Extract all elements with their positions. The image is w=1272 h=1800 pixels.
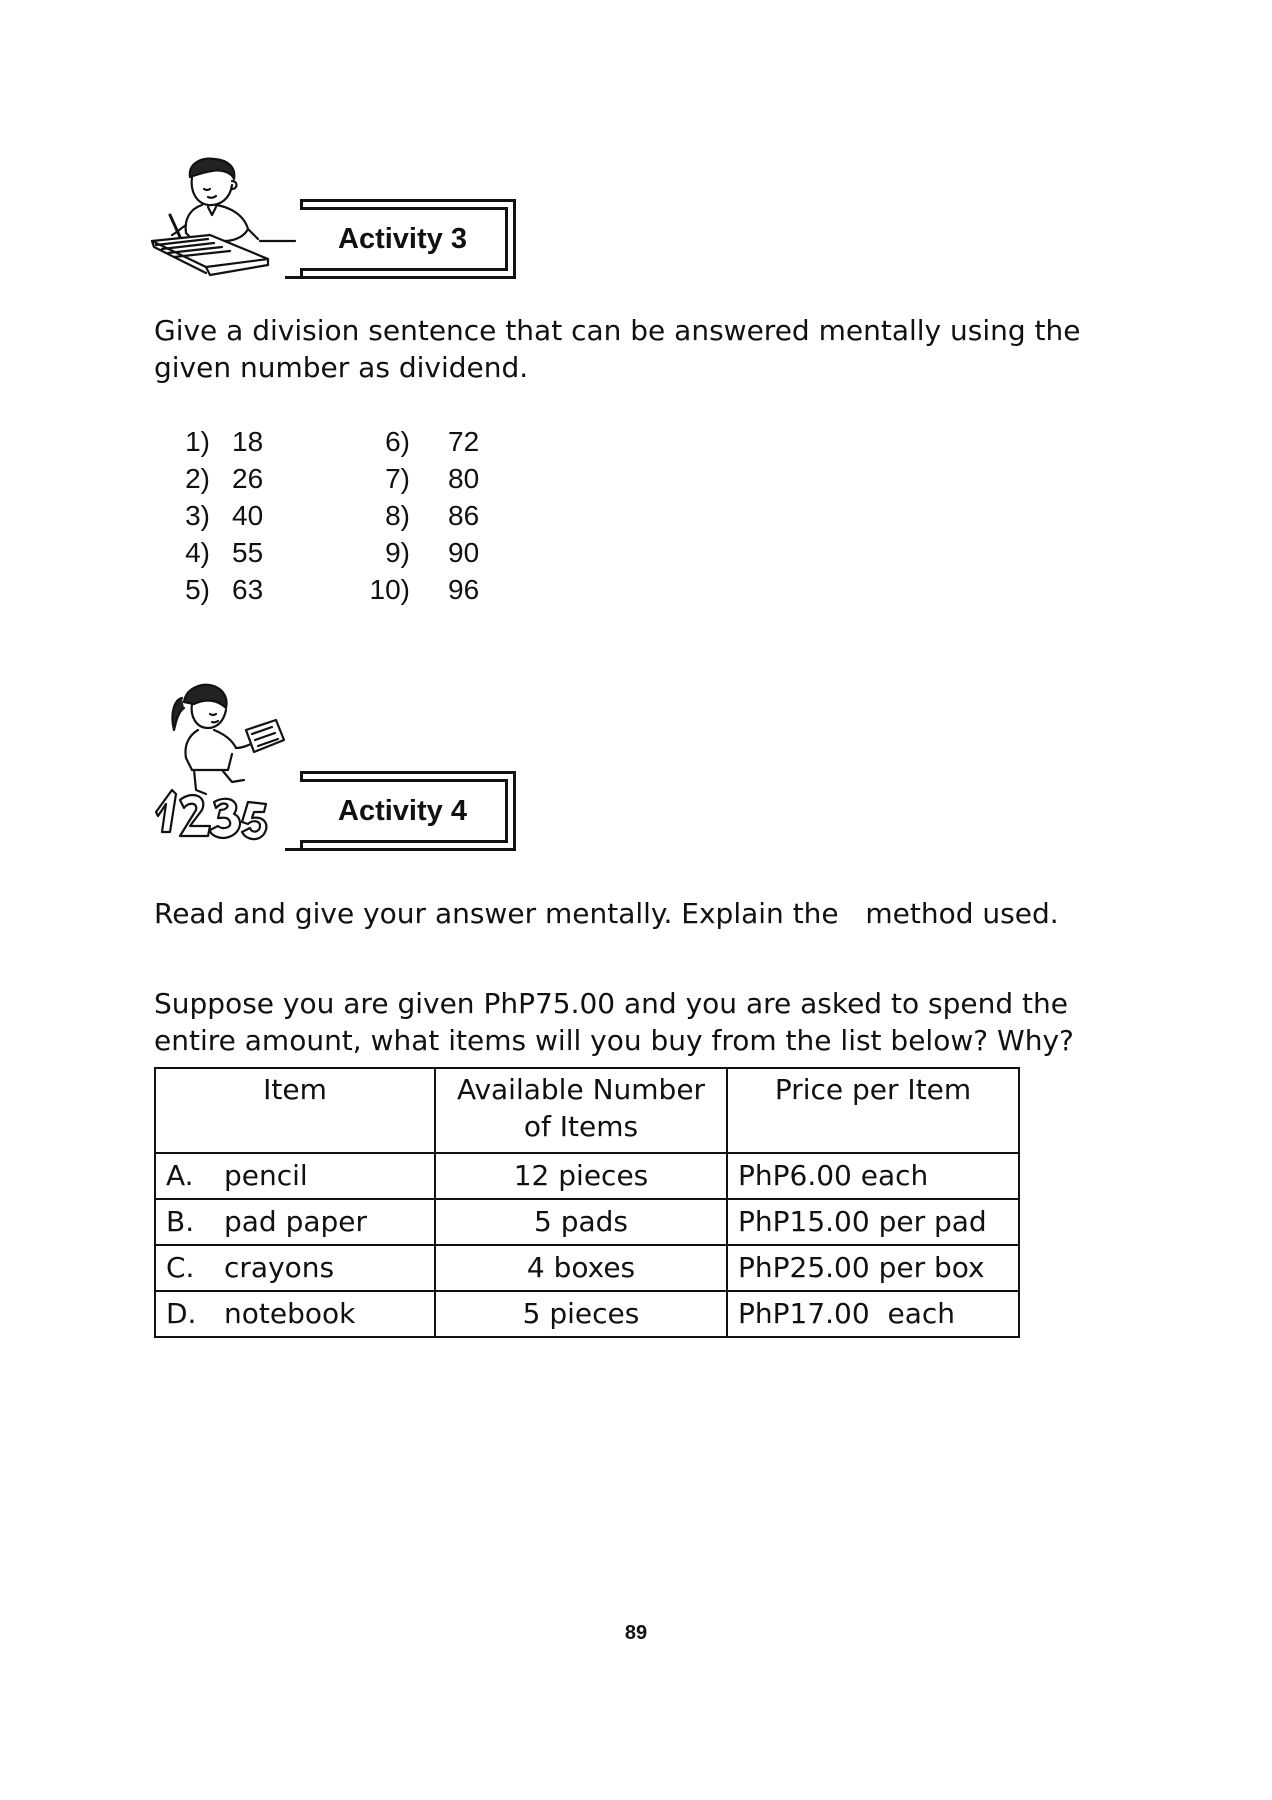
list-item: 5) 63 <box>185 574 264 605</box>
activity-4-title: Activity 4 <box>300 779 508 843</box>
list-item: 10) 96 <box>369 574 480 605</box>
list-item: 2) 26 <box>185 463 264 494</box>
row-price: PhP25.00 per box <box>727 1245 1019 1291</box>
activity-3-list-right <box>370 423 490 608</box>
list-item: 9) 90 <box>385 537 480 568</box>
row-letter: D. <box>155 1291 212 1337</box>
list-item: 6) 72 <box>385 426 480 457</box>
header-price: Price per Item <box>727 1068 1019 1153</box>
row-price: PhP17.00 each <box>727 1291 1019 1337</box>
row-price: PhP6.00 each <box>727 1153 1019 1199</box>
row-count: 5 pieces <box>435 1291 727 1337</box>
activity-3-list-left <box>170 423 290 608</box>
items-table <box>154 1067 1020 1338</box>
table-row <box>155 1153 1019 1199</box>
row-count: 4 boxes <box>435 1245 727 1291</box>
row-letter: B. <box>155 1199 212 1245</box>
row-item: notebook <box>212 1291 435 1337</box>
row-item: pencil <box>212 1153 435 1199</box>
page-number: 89 <box>624 1622 648 1644</box>
girl-calculator-illustration <box>152 682 302 857</box>
list-item: 7) 80 <box>385 463 480 494</box>
header-item: Item <box>155 1068 435 1153</box>
row-letter: A. <box>155 1153 212 1199</box>
activity-3-instruction: Give a division sentence that can be answered mentally using the given number as dividend. <box>154 314 1081 384</box>
table-row <box>155 1291 1019 1337</box>
table-row <box>155 1245 1019 1291</box>
activity-4-instruction: Read and give your answer mentally. Explain the method used. <box>154 897 1059 930</box>
table-row <box>155 1199 1019 1245</box>
list-item: 8) 86 <box>385 500 480 531</box>
list-item: 1) 18 <box>185 426 264 457</box>
activity-4-header <box>300 771 516 851</box>
row-price: PhP15.00 per pad <box>727 1199 1019 1245</box>
girl-calculator-icon <box>152 682 302 857</box>
activity-3-header <box>300 199 516 279</box>
row-count: 5 pads <box>435 1199 727 1245</box>
row-count: 12 pieces <box>435 1153 727 1199</box>
boy-writing-illustration <box>150 155 300 280</box>
row-item: crayons <box>212 1245 435 1291</box>
list-item: 4) 55 <box>185 537 264 568</box>
table-header-row <box>155 1068 1019 1153</box>
header-available: Available Number of Items <box>435 1068 727 1153</box>
activity-3-title: Activity 3 <box>300 207 508 271</box>
activity-4-problem: Suppose you are given PhP75.00 and you are asked to spend the entire amount, what items will you buy from the list below? Why? <box>154 987 1074 1057</box>
row-item: pad paper <box>212 1199 435 1245</box>
row-letter: C. <box>155 1245 212 1291</box>
boy-writing-icon <box>150 155 300 280</box>
list-item: 3) 40 <box>185 500 264 531</box>
